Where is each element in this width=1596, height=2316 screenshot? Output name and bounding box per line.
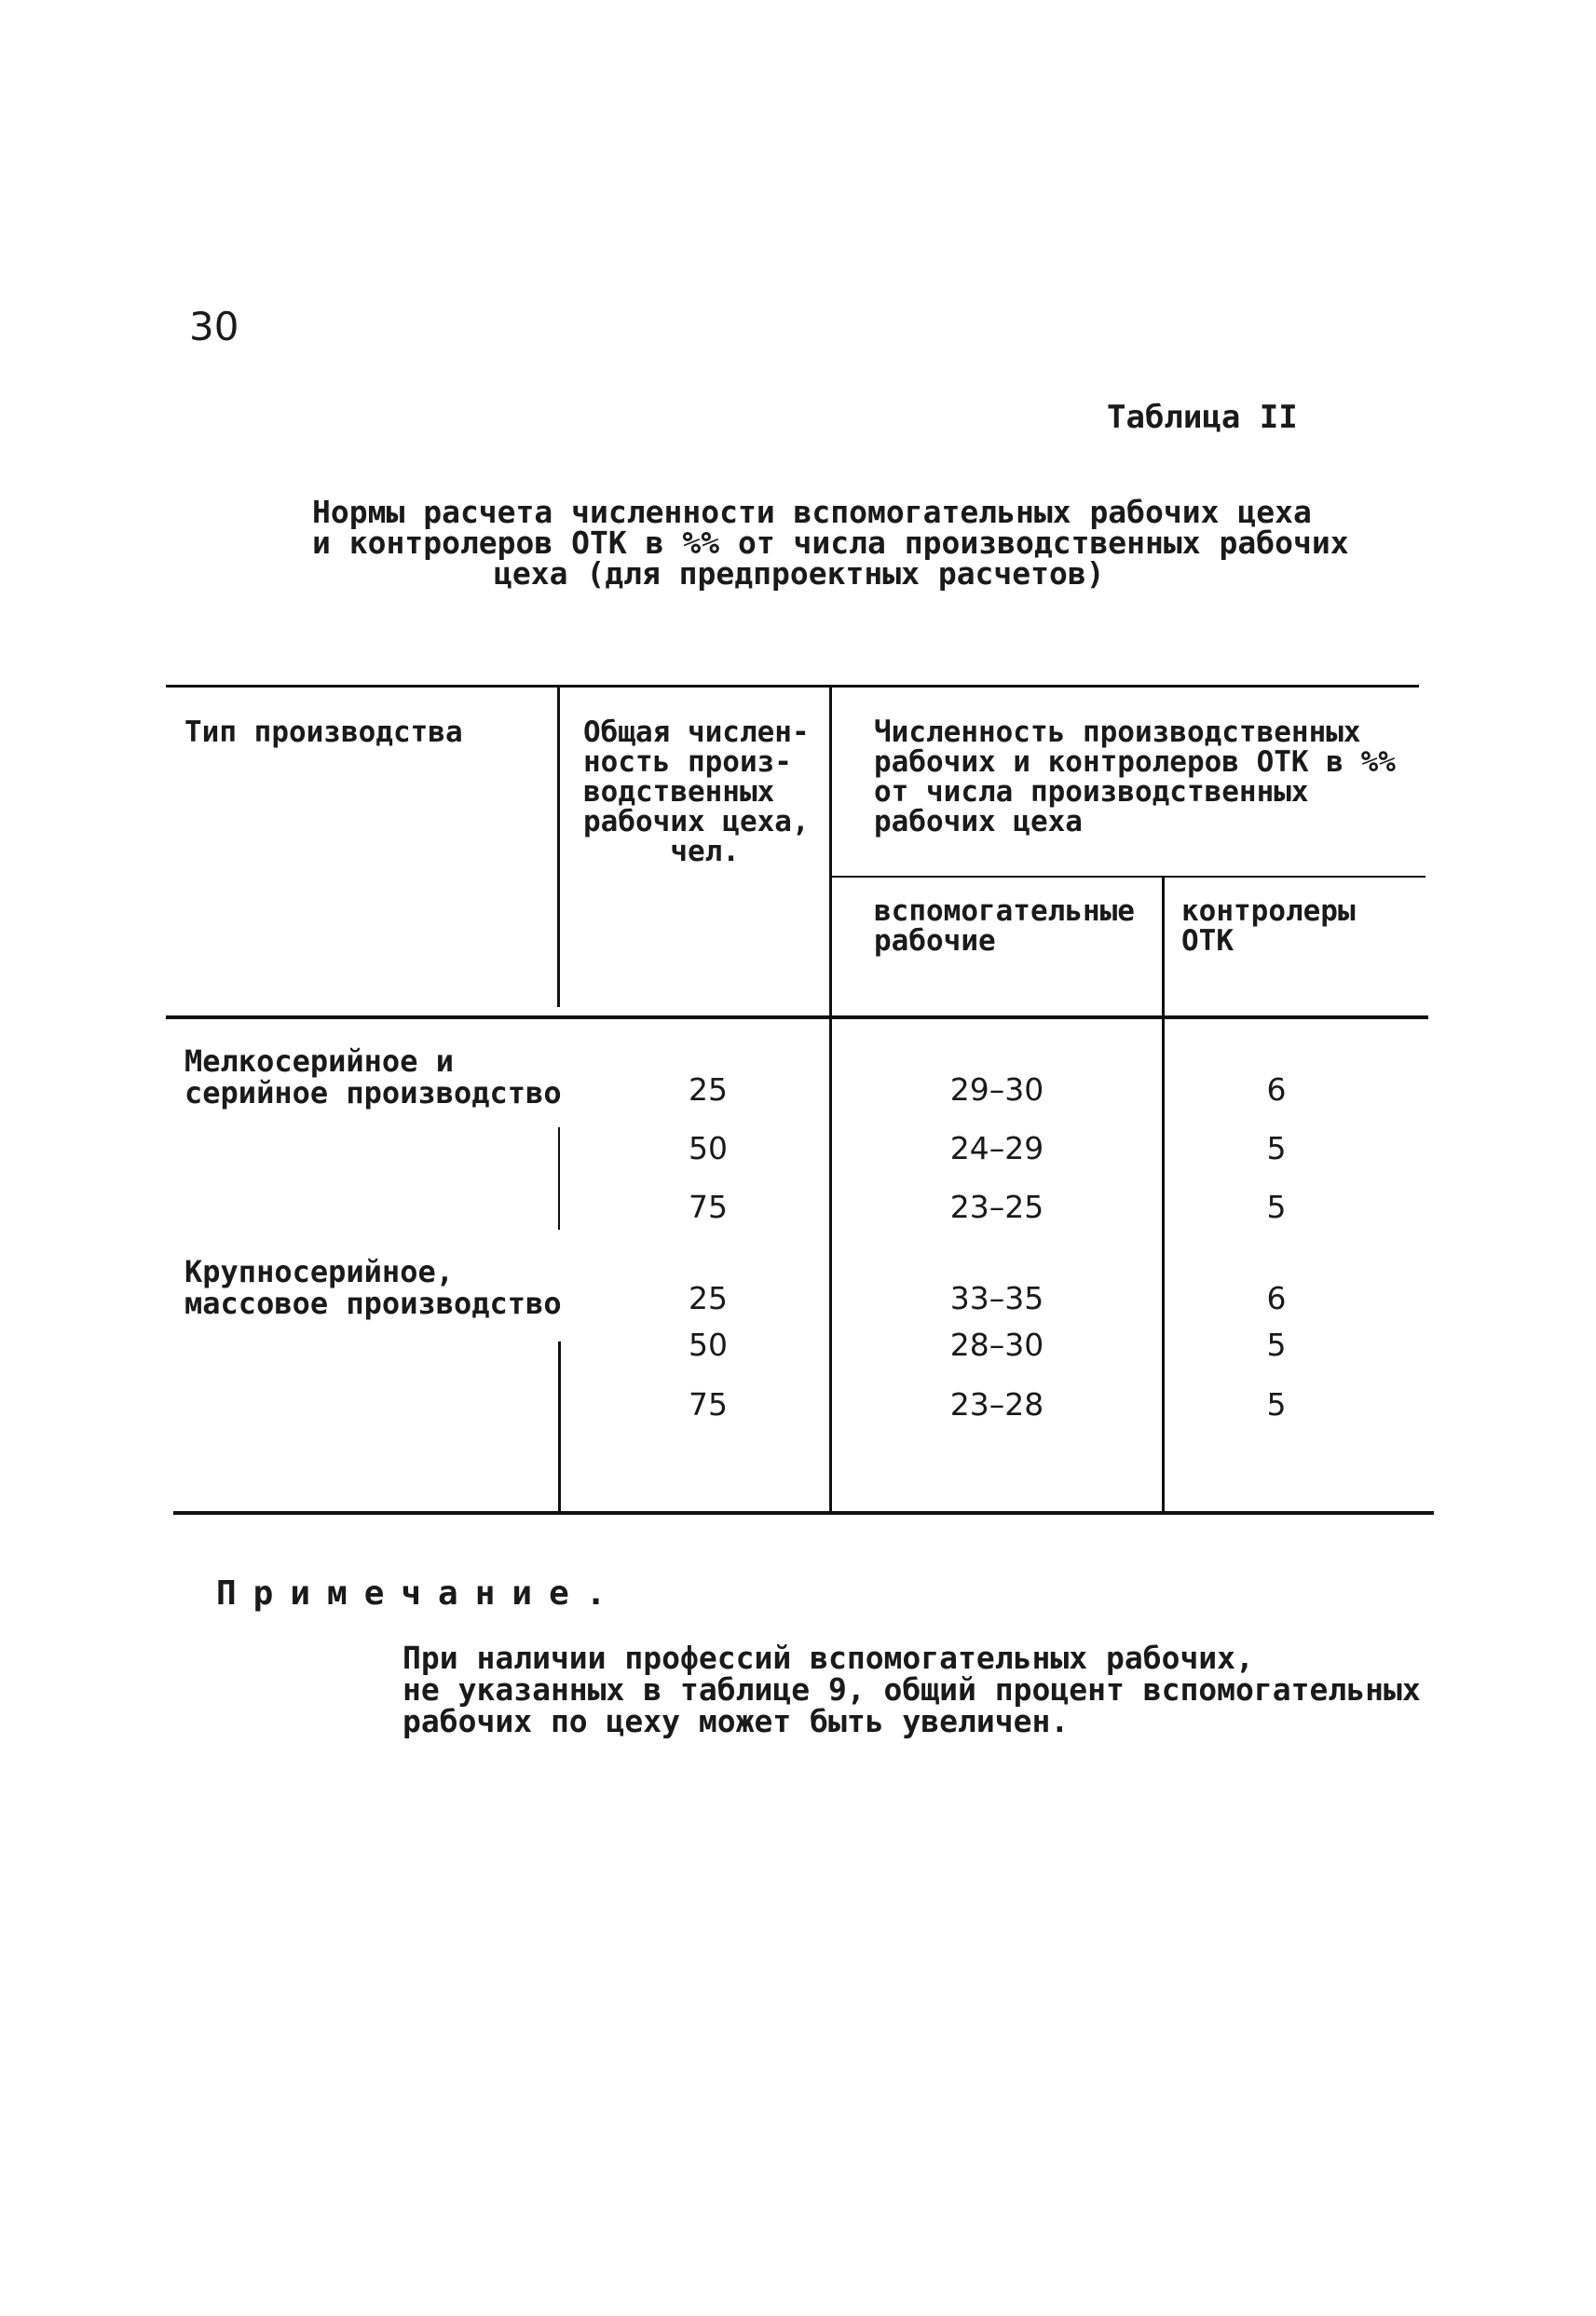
note-line-2: не указанных в таблице 9, общий процент вспомогательных [402, 1671, 1421, 1708]
table-title-line-3: цеха (для предпроектных расчетов) [494, 555, 1105, 592]
group-label-small-batch: Мелкосерийное и серийное производство [184, 1043, 562, 1110]
table-cell-otk: 5 [1266, 1327, 1287, 1363]
header-total-workers: Общая числен- ность произ- водственных рабочих цеха, чел. [583, 715, 810, 868]
table-cell-count: 50 [689, 1327, 728, 1363]
table-cell-otk: 5 [1266, 1386, 1287, 1423]
table-cell-otk: 6 [1266, 1280, 1287, 1316]
table-col-divider-1-body-b [558, 1342, 561, 1514]
table-cell-aux: 28–30 [949, 1327, 1044, 1363]
table-col-divider-1-body-a [558, 1127, 560, 1230]
header-group-workers-otk: Численность производственных рабочих и контролеров ОТК в %% от числа производственных рабочих цеха [874, 715, 1396, 838]
table-bottom-rule [173, 1511, 1434, 1515]
table-title-line-1: Нормы расчета численности вспомогательных рабочих цеха [312, 494, 1312, 530]
table-cell-count: 25 [689, 1280, 728, 1316]
table-cell-aux: 33–35 [949, 1280, 1044, 1316]
table-cell-count: 50 [689, 1130, 728, 1166]
table-cell-otk: 6 [1266, 1071, 1287, 1108]
table-cell-aux: 24–29 [949, 1130, 1044, 1166]
note-line-3: рабочих по цеху может быть увеличен. [402, 1703, 1070, 1739]
table-cell-aux: 23–28 [949, 1386, 1044, 1423]
table-label: Таблица II [1107, 399, 1298, 436]
table-subheader-rule [832, 876, 1425, 878]
table-cell-aux: 29–30 [949, 1071, 1044, 1108]
page-number: 30 [189, 304, 239, 349]
table-header-bottom-rule [166, 1015, 1428, 1019]
table-title-line-2: и контролеров ОТК в %% от числа производственных рабочих [312, 525, 1349, 561]
table-cell-otk: 5 [1266, 1189, 1287, 1225]
table-col-divider-1-header [557, 686, 560, 1007]
table-top-rule [166, 685, 1419, 688]
table-cell-count: 25 [689, 1071, 728, 1108]
table-cell-count: 75 [689, 1189, 728, 1225]
note-heading: Примечание. [216, 1574, 623, 1613]
table-cell-otk: 5 [1266, 1130, 1287, 1166]
table-col-divider-2 [829, 686, 832, 1514]
header-production-type: Тип производства [184, 715, 463, 749]
header-auxiliary-workers: вспомогательные рабочие [874, 894, 1135, 958]
header-otk-controllers: контролеры ОТК [1181, 894, 1356, 958]
table-cell-aux: 23–25 [949, 1189, 1044, 1225]
note-line-1: При наличии профессий вспомогательных рабочих, [402, 1640, 1254, 1676]
table-col-divider-3 [1162, 877, 1165, 1514]
group-label-large-batch: Крупносерийное, массовое производство [184, 1254, 562, 1321]
table-cell-count: 75 [689, 1386, 728, 1423]
